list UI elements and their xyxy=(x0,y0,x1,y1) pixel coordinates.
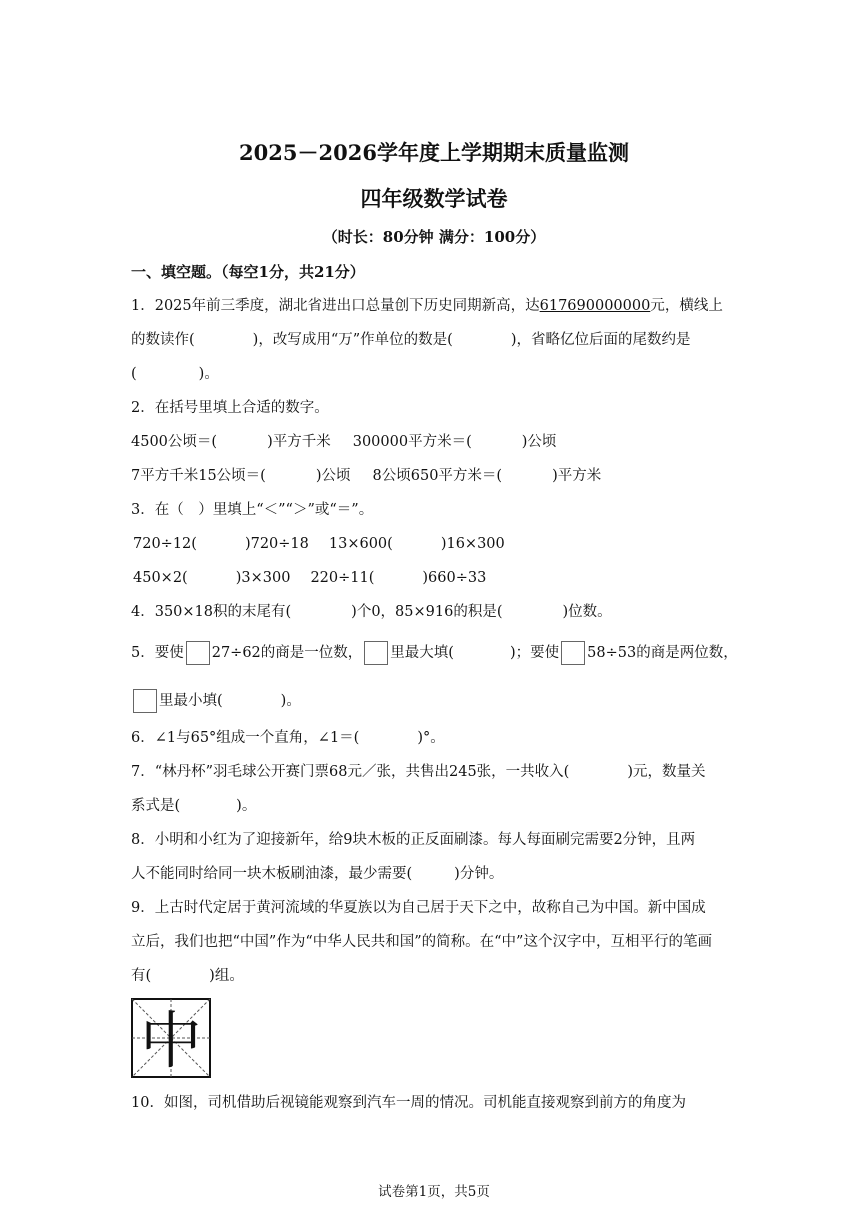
character-grid-figure xyxy=(131,998,211,1078)
question-3-row-2: 450×2( )3×300 220÷11( )660÷33 xyxy=(133,570,487,586)
question-2-stem: 2．在括号里填上合适的数字。 xyxy=(131,400,329,416)
exam-title: 2025－2026学年度上学期期末质量监测 xyxy=(239,140,629,165)
question-1-line-2: 的数读作( )，改写成用“万”作单位的数是( )，省略亿位后面的尾数约是 xyxy=(131,332,691,348)
question-6: 6．∠1与65°组成一个直角，∠1＝( )°。 xyxy=(131,730,445,746)
underlined-number: 617690000000 xyxy=(539,298,651,314)
digit-box[interactable] xyxy=(133,689,157,713)
grid-character: 中 xyxy=(139,1004,203,1077)
question-2-row-2: 7平方千米15公顷＝( )公顷 8公顷650平方米＝( )平方米 xyxy=(131,468,602,484)
question-9-line-3: 有( )组。 xyxy=(131,968,244,984)
section-heading: 一、填空题。（每空1分，共21分） xyxy=(131,263,365,281)
question-3-stem: 3．在（ ）里填上“＜”“＞”或“＝”。 xyxy=(131,502,374,518)
digit-box[interactable] xyxy=(364,641,388,665)
question-7-line-2: 系式是( )。 xyxy=(131,798,257,814)
question-4: 4．350×18积的末尾有( )个0，85×916的积是( )位数。 xyxy=(131,604,612,620)
question-3-row-1: 720÷12( )720÷18 13×600( )16×300 xyxy=(133,536,505,552)
exam-meta: （时长：80分钟 满分：100分） xyxy=(322,228,546,246)
question-9-line-2: 立后，我们也把“中国”作为“中华人民共和国”的简称。在“中”这个汉字中，互相平行的笔画 xyxy=(131,934,712,950)
digit-box[interactable] xyxy=(561,641,585,665)
page-footer: 试卷第1页，共5页 xyxy=(378,1184,490,1200)
question-5-line-2: 里最小填( )。 xyxy=(131,689,301,713)
question-1-line-3: ( )。 xyxy=(131,366,219,382)
question-7-line-1: 7．“林丹杯”羽毛球公开赛门票68元／张，共售出245张，一共收入( )元，数量关 xyxy=(131,764,706,780)
question-5-line-1: 5．要使 27÷62的商是一位数， 里最大填( )；要使 58÷53的商是两位数， xyxy=(131,641,738,665)
exam-subtitle: 四年级数学试卷 xyxy=(360,186,508,211)
question-10-line-1: 10．如图，司机借助后视镜能观察到汽车一周的情况。司机能直接观察到前方的角度为 xyxy=(131,1095,686,1111)
question-1-line-1: 1．2025年前三季度，湖北省进出口总量创下历史同期新高，达617690000000元，横线上 xyxy=(131,298,723,314)
digit-box[interactable] xyxy=(186,641,210,665)
question-8-line-1: 8．小明和小红为了迎接新年，给9块木板的正反面刷漆。每人每面刷完需要2分钟，且两 xyxy=(131,832,696,848)
tian-grid xyxy=(131,998,211,1078)
question-9-line-1: 9．上古时代定居于黄河流域的华夏族以为自己居于天下之中，故称自己为中国。新中国成 xyxy=(131,900,706,916)
question-2-row-1: 4500公顷＝( )平方千米 300000平方米＝( )公顷 xyxy=(131,434,557,450)
question-8-line-2: 人不能同时给同一块木板刷油漆，最少需要( )分钟。 xyxy=(131,866,504,882)
